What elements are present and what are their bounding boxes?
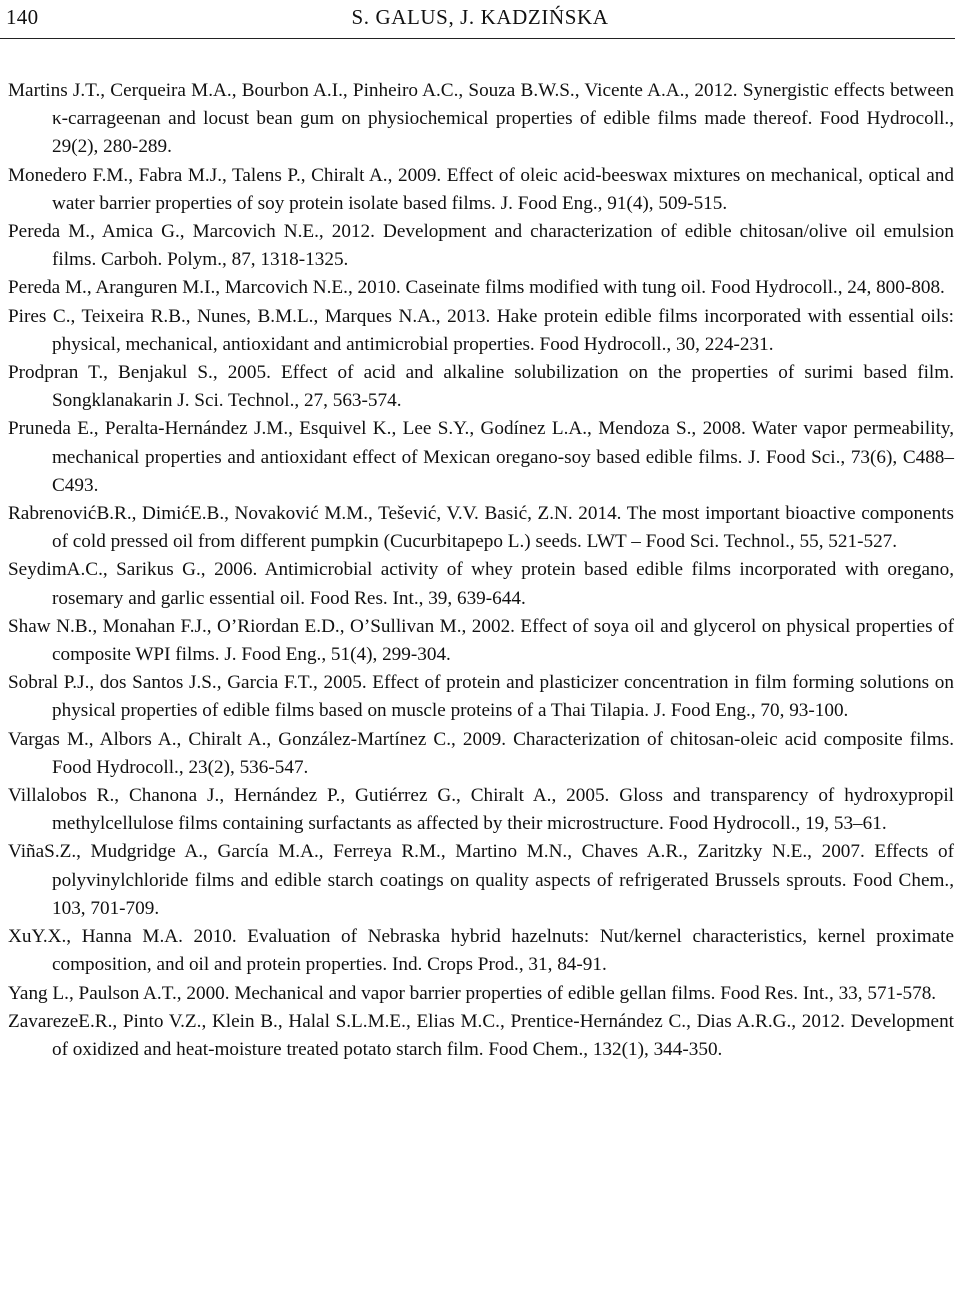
reference-entry: Martins J.T., Cerqueira M.A., Bourbon A.I., Pinheiro A.C., Souza B.W.S., Vicente A.A., 2012. Synergistic effects between κ-carrageenan and locust bean gum on physiochemical properties of edible films made thereof. Food Hydrocoll., 29(2), 280-289. bbox=[8, 80, 954, 158]
reference-entry: XuY.X., Hanna M.A. 2010. Evaluation of Nebraska hybrid hazelnuts: Nut/kernel characteristics, kernel proximate composition, and oil and protein properties. Ind. Crops Prod., 31, 84-91. bbox=[8, 926, 954, 976]
reference-entry: ZavarezeE.R., Pinto V.Z., Klein B., Halal S.L.M.E., Elias M.C., Prentice-Hernández C., Dias A.R.G., 2012. Development of oxidized and heat-moisture treated potato starch film. Food Chem., 132(1), 344-350. bbox=[8, 1010, 954, 1060]
reference-entry: Yang L., Paulson A.T., 2000. Mechanical and vapor barrier properties of edible gellan films. Food Res. Int., 33, 571-578. bbox=[8, 982, 937, 1004]
reference-entry: Pereda M., Amica G., Marcovich N.E., 2012. Development and characterization of edible chitosan/olive oil emulsion films. Carboh. Polym., 87, 1318-1325. bbox=[8, 221, 954, 271]
reference-entry: Shaw N.B., Monahan F.J., O’Riordan E.D., O’Sullivan M., 2002. Effect of soya oil and glycerol on physical properties of composite WPI films. J. Food Eng., 51(4), 299-304. bbox=[8, 615, 954, 666]
reference-entry: Monedero F.M., Fabra M.J., Talens P., Chiralt A., 2009. Effect of oleic acid-beeswax mixtures on mechanical, optical and water barrier properties of soy protein isolate based films. J. Food Eng., 91(4), 509-515. bbox=[8, 164, 954, 214]
reference-entry: RabrenovićB.R., DimićE.B., Novaković M.M., Tešević, V.V. Basić, Z.N. 2014. The most important bioactive components of cold pressed oil from different pumpkin (Cucurbitapepo L.) seeds. LWT – Food Sci. Technol., 55, 521-527. bbox=[8, 503, 954, 553]
reference-entry: ViñaS.Z., Mudgridge A., García M.A., Ferreya R.M., Martino M.N., Chaves A.R., Zaritzky N.E., 2007. Effects of polyvinylchloride films and edible starch coatings on quality aspects of refrigerated Brussels sprouts. Food Chem., 103, 701-709. bbox=[8, 841, 954, 919]
reference-entry: Pereda M., Aranguren M.I., Marcovich N.E., 2010. Caseinate films modified with tung oil. Food Hydrocoll., 24, 800-808. bbox=[8, 277, 945, 299]
reference-entry: Pruneda E., Peralta-Hernández J.M., Esquivel K., Lee S.Y., Godínez L.A., Mendoza S., 2008. Water vapor permeability, mechanical properties and antioxidant effect of Mexican oregano-soy based edible films. J. Food Sci., 73(6), C488–C493. bbox=[8, 418, 954, 496]
reference-entry: Sobral P.J., dos Santos J.S., Garcia F.T., 2005. Effect of protein and plasticizer concentration in film forming solutions on physical properties of edible films based on muscle proteins of a Thai Tilapia. J. Food Eng., 70, 93-100. bbox=[8, 672, 954, 722]
reference-list bbox=[8, 77, 954, 1064]
page-number: 140 bbox=[6, 5, 39, 29]
reference-entry: Prodpran T., Benjakul S., 2005. Effect of acid and alkaline solubilization on the properties of surimi based film. Songklanakarin J. Sci. Technol., 27, 563-574. bbox=[8, 362, 954, 412]
page-header bbox=[0, 0, 955, 39]
reference-entry: Villalobos R., Chanona J., Hernández P., Gutiérrez G., Chiralt A., 2005. Gloss and transparency of hydroxypropil methylcellulose films containing surfactants as affected by their microstructure. Food Hydrocoll., 19, 53–61. bbox=[8, 785, 954, 835]
reference-entry: SeydimA.C., Sarikus G., 2006. Antimicrobial activity of whey protein based edible films incorporated with oregano, rosemary and garlic essential oil. Food Res. Int., 39, 639-644. bbox=[8, 559, 954, 609]
running-title: S. GALUS, J. KADZIŃSKA bbox=[351, 5, 609, 29]
reference-entry: Vargas M., Albors A., Chiralt A., González-Martínez C., 2009. Characterization of chitosan-oleic acid composite films. Food Hydrocoll., 23(2), 536-547. bbox=[8, 728, 954, 778]
reference-entry: Pires C., Teixeira R.B., Nunes, B.M.L., Marques N.A., 2013. Hake protein edible films incorporated with essential oils: physical, mechanical, antioxidant and antimicrobial properties. Food Hydrocoll., 30, 224-231. bbox=[8, 305, 954, 355]
